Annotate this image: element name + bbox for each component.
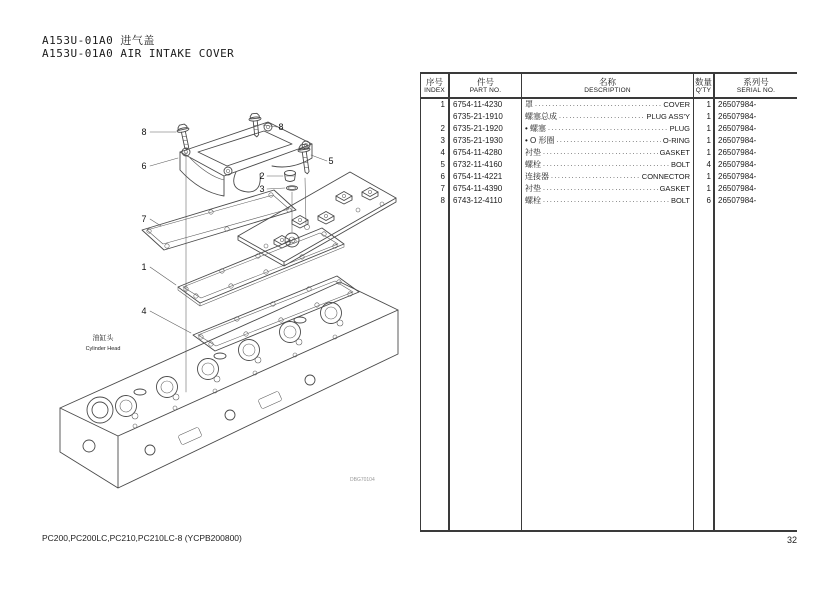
parts-table-filler — [421, 207, 797, 530]
cell-qty: 6 — [694, 195, 715, 207]
cell-desc-cn: • 螺塞 — [525, 124, 547, 133]
callout-2: 2 — [259, 171, 265, 181]
cell-index: 3 — [421, 135, 450, 147]
cell-desc-cn: 螺栓 — [525, 160, 541, 169]
cell-qty: 1 — [694, 171, 715, 183]
header-index: 序号 INDEX — [421, 74, 450, 97]
cell-qty: 1 — [694, 111, 715, 123]
cover-gasket — [193, 276, 359, 351]
cell-index: 8 — [421, 195, 450, 207]
cell-desc-cn: 衬垫 — [525, 184, 541, 193]
plug-part — [285, 171, 296, 182]
cell-part: 6732-11-4160 — [450, 159, 522, 171]
header-qty: 数量 Q'TY — [694, 74, 715, 97]
dot-leader — [543, 183, 658, 195]
cell-serial: 26507984- — [718, 184, 757, 193]
cell-desc-en: BOLT — [670, 160, 690, 169]
table-row — [421, 183, 797, 195]
cell-desc-en: O-RING — [662, 136, 690, 145]
model-footer: PC200,PC200LC,PC210,PC210LC-8 (YCPB200800) — [42, 533, 242, 543]
cell-qty: 1 — [694, 123, 715, 135]
cell-part: 6735-21-1910 — [450, 111, 522, 123]
dot-leader — [535, 99, 661, 111]
cell-desc-cn: 连接器 — [525, 172, 549, 181]
table-row — [421, 123, 797, 135]
cell-serial: 26507984- — [718, 148, 757, 157]
cylinder-head-label-cn: 油缸头 — [92, 335, 114, 342]
cell-desc-en: GASKET — [659, 184, 690, 193]
cell-desc-en: PLUG — [669, 124, 690, 133]
header-serial-no: 系列号 SERIAL NO. — [736, 76, 776, 94]
cylinder-head-label-en: Cylinder Head — [85, 346, 121, 352]
cell-qty: 1 — [694, 147, 715, 159]
exploded-view-diagram — [40, 100, 420, 510]
cylinder-head — [60, 282, 398, 488]
cell-serial: 26507984- — [718, 196, 757, 205]
parts-table-header — [421, 74, 797, 99]
cell-qty: 1 — [694, 135, 715, 147]
callout-8-left: 8 — [141, 127, 147, 137]
connector-gasket — [142, 190, 296, 250]
cell-serial: 26507984- — [718, 136, 757, 145]
cell-part: 6735-21-1930 — [450, 135, 522, 147]
dot-leader — [551, 171, 640, 183]
callout-6: 6 — [141, 161, 147, 171]
cell-serial: 26507984- — [718, 100, 757, 109]
header-part-no: 件号 PART NO. — [450, 74, 522, 97]
cell-part: 6743-12-4110 — [450, 195, 522, 207]
table-row — [421, 135, 797, 147]
callout-4: 4 — [141, 306, 147, 316]
table-row — [421, 195, 797, 207]
callout-5: 5 — [328, 156, 334, 166]
cell-index: 5 — [421, 159, 450, 171]
cell-part: 6754-11-4230 — [450, 99, 522, 111]
dot-leader — [548, 123, 668, 135]
dot-leader — [556, 135, 660, 147]
callout-leader-lines — [150, 125, 327, 333]
table-row — [421, 171, 797, 183]
callout-3: 3 — [259, 184, 265, 194]
cell-desc-en: COVER — [663, 100, 690, 109]
callout-1: 1 — [141, 262, 147, 272]
header-description: 名称 DESCRIPTION — [522, 74, 694, 97]
cell-part: 6754-11-4221 — [450, 171, 522, 183]
cell-desc-cn: • O 形圈 — [525, 136, 555, 145]
cell-desc-en: GASKET — [659, 148, 690, 157]
cell-serial: 26507984- — [718, 172, 757, 181]
cell-qty: 4 — [694, 159, 715, 171]
cell-serial: 26507984- — [718, 112, 757, 121]
cell-part: 6754-11-4280 — [450, 147, 522, 159]
parts-table — [420, 72, 797, 532]
table-row — [421, 147, 797, 159]
cell-qty: 1 — [694, 99, 715, 111]
dot-leader — [543, 195, 669, 207]
cell-part: 6735-21-1920 — [450, 123, 522, 135]
callout-7: 7 — [141, 214, 147, 224]
connector-part — [180, 122, 312, 196]
callout-8-top: 8 — [278, 122, 284, 132]
table-row — [421, 99, 797, 111]
table-row — [421, 159, 797, 171]
cell-index: 2 — [421, 123, 450, 135]
cell-desc-cn: 螺塞总成 — [525, 112, 557, 121]
title-line-en: A153U-01A0 AIR INTAKE COVER — [42, 47, 235, 60]
cell-part: 6754-11-4390 — [450, 183, 522, 195]
cell-index: 1 — [421, 99, 450, 111]
cell-qty: 1 — [694, 183, 715, 195]
diagram-code: DBG70104 — [350, 477, 375, 483]
cover-plate — [178, 228, 344, 306]
cell-desc-cn: 衬垫 — [525, 148, 541, 157]
cell-index: 7 — [421, 183, 450, 195]
page-number: 32 — [786, 535, 797, 545]
dot-leader — [559, 111, 644, 123]
cell-index: 6 — [421, 171, 450, 183]
o-ring-part — [287, 186, 298, 190]
title-line-cn: A153U-01A0 进气盖 — [42, 34, 155, 47]
cell-serial: 26507984- — [718, 124, 757, 133]
bolt5-axis-line — [305, 178, 306, 224]
cell-desc-en: CONNECTOR — [641, 172, 690, 181]
cell-desc-cn: 螺栓 — [525, 196, 541, 205]
cell-index — [421, 111, 450, 123]
parts-rows — [421, 99, 797, 207]
page-title — [42, 34, 234, 60]
cell-desc-en: BOLT — [670, 196, 690, 205]
table-row — [421, 111, 797, 123]
cell-desc-cn: 罩 — [525, 100, 533, 109]
cell-serial: 26507984- — [718, 160, 757, 169]
cell-desc-en: PLUG ASS'Y — [646, 112, 690, 121]
dot-leader — [543, 159, 669, 171]
dot-leader — [543, 147, 658, 159]
cell-index: 4 — [421, 147, 450, 159]
bolt-8-left — [176, 123, 193, 150]
